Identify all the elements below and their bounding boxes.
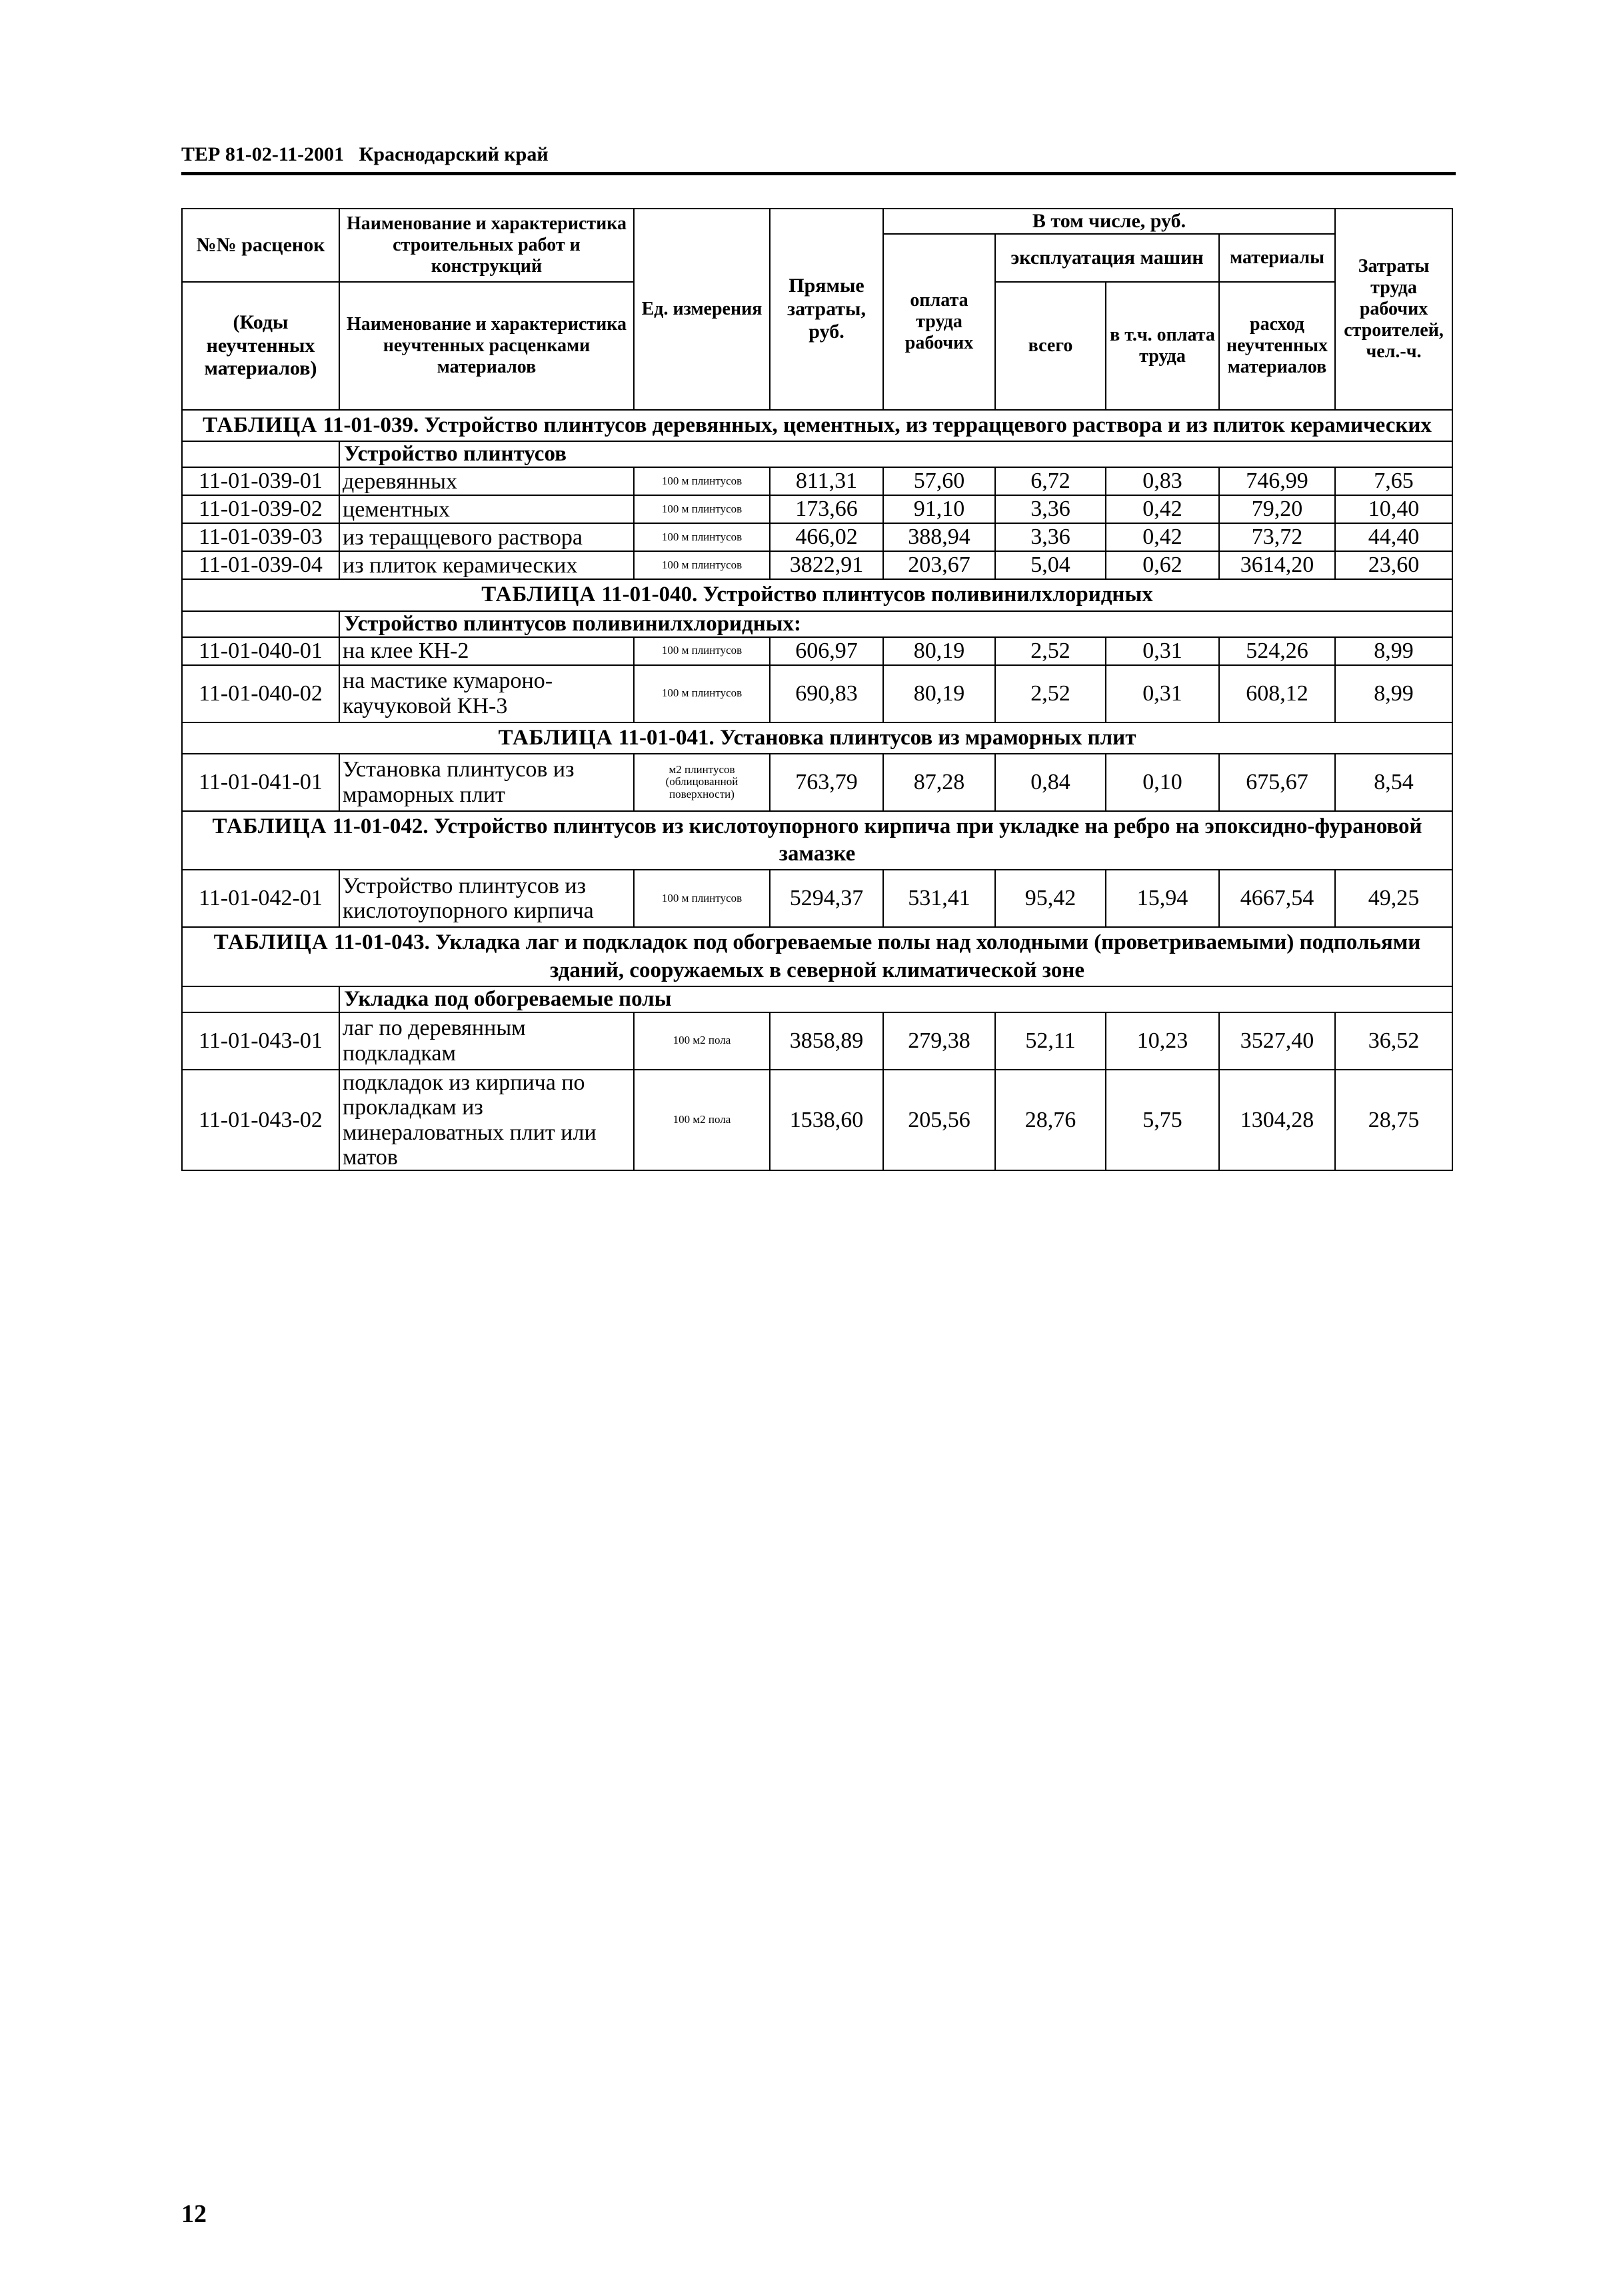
direct-cost: 811,31 [770,467,883,495]
work-name: Установка плинтусов из мраморных плит [339,754,634,811]
labor-hours: 10,40 [1335,495,1452,523]
section-name: Укладка лаг и подкладок под обогреваемые полы над холодными (проветриваемыми) подпольями зданий, сооружаемых в северной климатической зоне [435,930,1421,982]
section-title [182,410,1452,441]
labor-hours: 8,99 [1335,637,1452,665]
direct-cost: 690,83 [770,665,883,722]
worker-pay: 57,60 [883,467,995,495]
direct-cost: 3858,89 [770,1012,883,1070]
machine-pay: 0,83 [1106,467,1219,495]
subhead-label: Укладка под обогреваемые полы [339,986,1452,1012]
section-title-cell [182,410,1452,441]
worker-pay: 80,19 [883,665,995,722]
machine-cost: 2,52 [995,637,1106,665]
col-machines-pay: в т.ч. оплата труда [1106,282,1219,410]
col-code-bottom: (Коды неучтенных материалов) [182,282,339,410]
col-machines: эксплуатация машин [995,234,1219,282]
machine-pay: 5,75 [1106,1070,1219,1171]
section-title-cell [182,927,1452,986]
rate-code: 11-01-039-04 [182,551,339,579]
section-name: Устройство плинтусов из кислотоупорного кирпича при укладке на ребро на эпоксидно-фурановой замазке [433,814,1422,866]
col-machines-total: всего [995,282,1106,410]
direct-cost: 3822,91 [770,551,883,579]
direct-cost: 466,02 [770,523,883,551]
material-cost: 4667,54 [1219,870,1335,927]
section-code: 11-01-040. [601,582,698,607]
material-cost: 746,99 [1219,467,1335,495]
machine-pay: 0,31 [1106,665,1219,722]
unit-of-measure: м2 плинтусов (облицованной поверхности) [634,754,770,811]
machine-cost: 0,84 [995,754,1106,811]
col-name-bottom: Наименование и характеристика неучтенных расценками материалов [339,282,634,410]
material-cost: 3614,20 [1219,551,1335,579]
work-name: цементных [339,495,634,523]
table-row [182,551,1452,579]
section-label: ТАБЛИЦА [203,413,318,437]
col-unit: Ед. измерения [634,209,770,410]
table-row [182,495,1452,523]
labor-hours: 49,25 [1335,870,1452,927]
section-name: Установка плинтусов из мраморных плит [719,725,1136,750]
rate-code: 11-01-042-01 [182,870,339,927]
table-row [182,467,1452,495]
labor-hours: 23,60 [1335,551,1452,579]
work-name: подкладок из кирпича по прокладкам из минераловатных плит или матов [339,1070,634,1171]
unit-of-measure: 100 м плинтусов [634,523,770,551]
machine-pay: 0,31 [1106,637,1219,665]
unit-of-measure: 100 м плинтусов [634,870,770,927]
machine-pay: 15,94 [1106,870,1219,927]
work-name: на клее КН-2 [339,637,634,665]
table-row [182,870,1452,927]
running-header [181,143,1456,166]
doc-code: ТЕР 81-02-11-2001 [181,143,345,165]
table-row [182,665,1452,722]
col-code-top: №№ расценок [182,209,339,282]
section-code: 11-01-039. [323,413,419,437]
worker-pay: 531,41 [883,870,995,927]
machine-pay: 0,62 [1106,551,1219,579]
section-title-cell [182,579,1452,610]
section-label: ТАБЛИЦА [212,814,327,838]
material-cost: 1304,28 [1219,1070,1335,1171]
rate-code: 11-01-041-01 [182,754,339,811]
section-label: ТАБЛИЦА [498,725,613,750]
col-labor: Затраты труда рабочих строителей, чел.-ч. [1335,209,1452,410]
material-cost: 73,72 [1219,523,1335,551]
work-name: лаг по деревянным подкладкам [339,1012,634,1070]
section-name: Устройство плинтусов деревянных, цементных, из терраццевого раствора и из плиток керамических [424,413,1432,437]
rates-body [182,410,1452,1170]
section-label: ТАБЛИЦА [213,930,329,955]
machine-cost: 95,42 [995,870,1106,927]
section-code: 11-01-042. [332,814,429,838]
rate-code: 11-01-043-01 [182,1012,339,1070]
col-pay: оплата труда рабочих [883,234,995,410]
table-row [182,1012,1452,1070]
direct-cost: 763,79 [770,754,883,811]
section-title [182,722,1452,754]
region: Краснодарский край [359,143,549,165]
direct-cost: 606,97 [770,637,883,665]
section-title [182,811,1452,870]
col-materials-unaccounted: расход неучтенных материалов [1219,282,1335,410]
machine-pay: 0,10 [1106,754,1219,811]
subhead-spacer [182,611,339,637]
work-name: из плиток керамических [339,551,634,579]
labor-hours: 7,65 [1335,467,1452,495]
unit-of-measure: 100 м плинтусов [634,637,770,665]
labor-hours: 36,52 [1335,1012,1452,1070]
rate-code: 11-01-039-01 [182,467,339,495]
section-label: ТАБЛИЦА [481,582,597,607]
machine-cost: 28,76 [995,1070,1106,1171]
rate-code: 11-01-040-02 [182,665,339,722]
subhead-spacer [182,441,339,467]
table-row [182,754,1452,811]
unit-of-measure: 100 м плинтусов [634,665,770,722]
worker-pay: 87,28 [883,754,995,811]
col-incl: В том числе, руб. [883,209,1335,234]
rate-code: 11-01-039-03 [182,523,339,551]
unit-of-measure: 100 м плинтусов [634,495,770,523]
subhead-row [182,441,1452,467]
rate-code: 11-01-039-02 [182,495,339,523]
subhead-label: Устройство плинтусов поливинилхлоридных: [339,611,1452,637]
worker-pay: 388,94 [883,523,995,551]
col-direct: Прямые затраты, руб. [770,209,883,410]
rate-code: 11-01-043-02 [182,1070,339,1171]
labor-hours: 44,40 [1335,523,1452,551]
labor-hours: 28,75 [1335,1070,1452,1171]
worker-pay: 205,56 [883,1070,995,1171]
unit-of-measure: 100 м2 пола [634,1012,770,1070]
labor-hours: 8,99 [1335,665,1452,722]
rates-table [181,208,1453,1171]
direct-cost: 5294,37 [770,870,883,927]
worker-pay: 91,10 [883,495,995,523]
section-title [182,927,1452,986]
machine-cost: 52,11 [995,1012,1106,1070]
table-row [182,523,1452,551]
work-name: на мастике кумароно-каучуковой КН-3 [339,665,634,722]
direct-cost: 1538,60 [770,1070,883,1171]
direct-cost: 173,66 [770,495,883,523]
subhead-row [182,986,1452,1012]
subhead-label: Устройство плинтусов [339,441,1452,467]
page-number: 12 [181,2200,207,2228]
unit-of-measure: 100 м плинтусов [634,551,770,579]
table-row [182,637,1452,665]
machine-cost: 2,52 [995,665,1106,722]
section-name: Устройство плинтусов поливинилхлоридных [703,582,1153,607]
machine-pay: 10,23 [1106,1012,1219,1070]
machine-cost: 3,36 [995,523,1106,551]
rate-code: 11-01-040-01 [182,637,339,665]
section-code: 11-01-043. [333,930,430,955]
work-name: деревянных [339,467,634,495]
section-title-cell [182,811,1452,870]
machine-pay: 0,42 [1106,523,1219,551]
worker-pay: 279,38 [883,1012,995,1070]
machine-cost: 6,72 [995,467,1106,495]
machine-cost: 3,36 [995,495,1106,523]
work-name: Устройство плинтусов из кислотоупорного кирпича [339,870,634,927]
worker-pay: 80,19 [883,637,995,665]
material-cost: 524,26 [1219,637,1335,665]
section-code: 11-01-041. [618,725,715,750]
unit-of-measure: 100 м плинтусов [634,467,770,495]
col-materials: материалы [1219,234,1335,282]
work-name: из теращцевого раствора [339,523,634,551]
material-cost: 675,67 [1219,754,1335,811]
table-row [182,1070,1452,1171]
material-cost: 79,20 [1219,495,1335,523]
section-title [182,579,1452,610]
material-cost: 3527,40 [1219,1012,1335,1070]
unit-of-measure: 100 м2 пола [634,1070,770,1171]
machine-cost: 5,04 [995,551,1106,579]
section-title-cell [182,722,1452,754]
subhead-row [182,611,1452,637]
worker-pay: 203,67 [883,551,995,579]
header-rule [181,172,1456,175]
machine-pay: 0,42 [1106,495,1219,523]
col-name-top: Наименование и характеристика строительных работ и конструкций [339,209,634,282]
subhead-spacer [182,986,339,1012]
labor-hours: 8,54 [1335,754,1452,811]
material-cost: 608,12 [1219,665,1335,722]
